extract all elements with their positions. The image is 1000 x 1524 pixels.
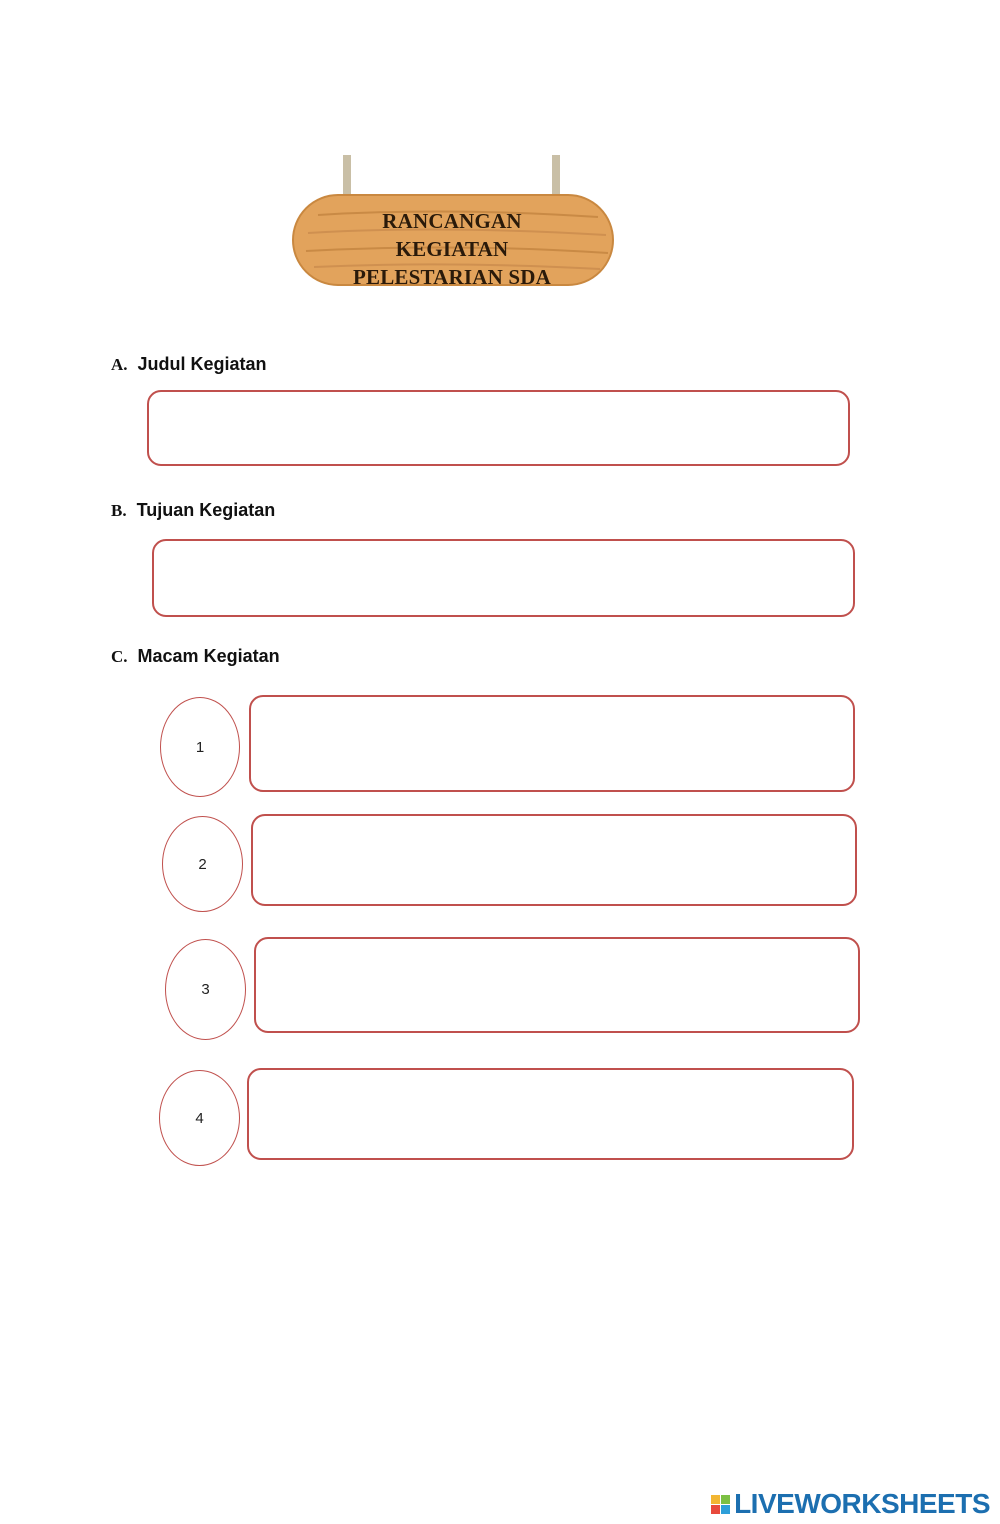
brand-name: LIVEWORKSHEETS: [734, 1488, 990, 1519]
section-letter: A.: [111, 355, 128, 374]
section-letter: C.: [111, 647, 128, 666]
section-letter: B.: [111, 501, 127, 520]
sign-title-line: KEGIATAN: [395, 237, 509, 261]
section-c-heading: [111, 646, 280, 667]
activity-2-input[interactable]: [251, 814, 857, 906]
activity-1-input[interactable]: [249, 695, 855, 792]
tujuan-kegiatan-input[interactable]: [152, 539, 855, 617]
sign-title-line: RANCANGAN: [382, 209, 522, 233]
activity-number-badge: 4: [159, 1070, 240, 1166]
activity-4-input[interactable]: [247, 1068, 854, 1160]
section-title: Tujuan Kegiatan: [136, 500, 276, 520]
activity-3-input[interactable]: [254, 937, 860, 1033]
section-title: Judul Kegiatan: [137, 354, 267, 374]
activity-number-badge: 1: [160, 697, 240, 797]
activity-number-badge: 3: [165, 939, 246, 1040]
title-sign: [288, 155, 628, 295]
liveworksheets-logo-icon: [711, 1495, 730, 1514]
section-a-heading: [111, 354, 267, 375]
judul-kegiatan-input[interactable]: [147, 390, 850, 466]
section-b-heading: [111, 500, 275, 521]
section-title: Macam Kegiatan: [137, 646, 280, 666]
sign-title-line: PELESTARIAN SDA: [352, 265, 552, 289]
activity-number-badge: 2: [162, 816, 243, 912]
sign-title: [288, 207, 616, 291]
liveworksheets-logo: [711, 1488, 990, 1520]
